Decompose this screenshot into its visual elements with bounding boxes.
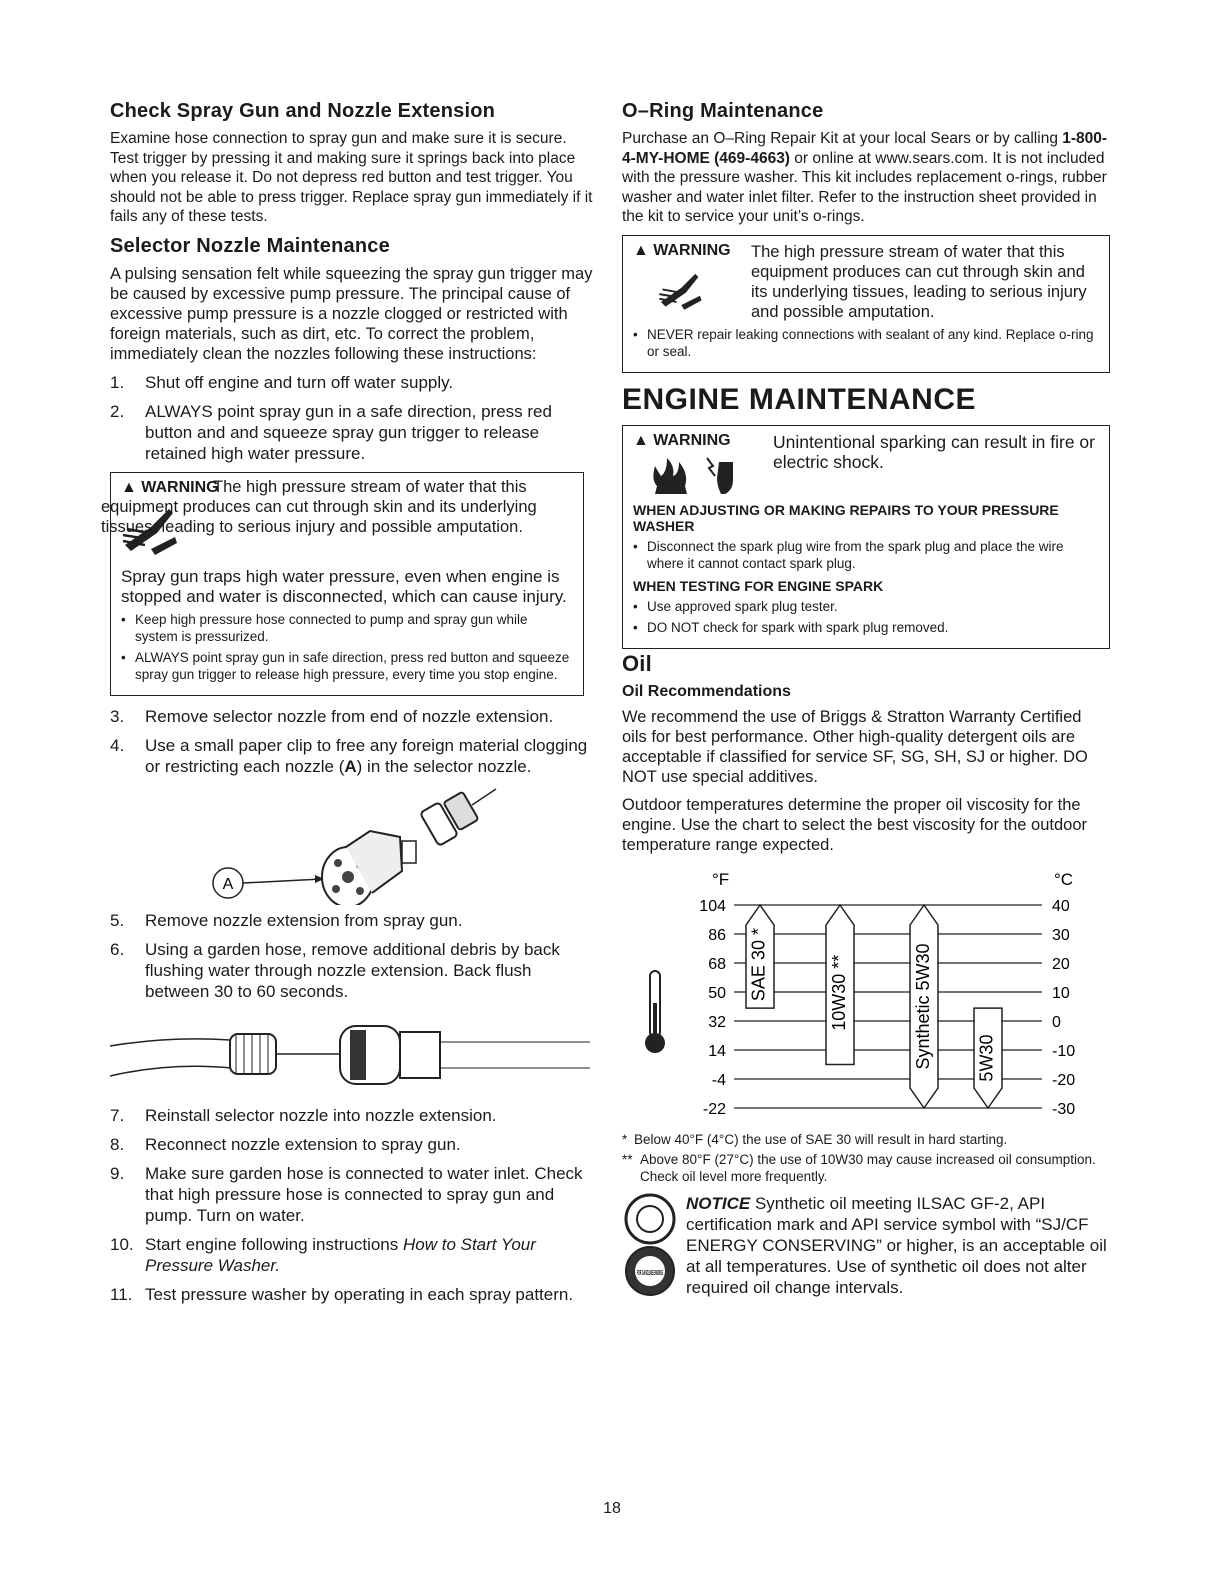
series-label: Synthetic 5W30: [912, 942, 933, 1070]
warning-text: Unintentional sparking can result in fire or electric shock.: [773, 431, 1095, 472]
tick-label-celsius: 30: [1052, 926, 1070, 944]
warning-subheading: WHEN ADJUSTING OR MAKING REPAIRS TO YOUR PRESSURE WASHER: [633, 501, 1059, 534]
steps-list-c: [110, 910, 596, 1002]
list-item: 8. Reconnect nozzle extension to spray gun.: [110, 1134, 461, 1154]
notice-block: [622, 1193, 1110, 1298]
warning-bullet: • ALWAYS point spray gun in safe direction, press red button and squeeze spray gun trigger to release high pressure, every time you stop engine.: [121, 649, 573, 683]
tick-label-celsius: -30: [1052, 1100, 1076, 1118]
right-column: [622, 100, 1110, 1298]
tick-label-celsius: -10: [1052, 1042, 1076, 1060]
oil-viscosity-text: Outdoor temperatures determine the proper oil viscosity for the engine. Use the chart to select the best viscosity for the outdoor temperature range expected.: [622, 795, 1088, 854]
selector-nozzle-text: A pulsing sensation felt while squeezing the spray gun trigger may be caused by excessive pump pressure. The principal cause of excessive pump pressure is a nozzle clogged or restricted with foreign materials, such as dirt, etc. To correct the problem, immediately clean the nozzles following these instructions:: [110, 264, 593, 363]
selector-nozzle-illustration: [110, 785, 596, 905]
spray-gun-warning-box: [101, 472, 584, 696]
page-number: 18: [603, 1500, 621, 1517]
tick-label-celsius: -20: [1052, 1071, 1076, 1089]
warning-bullet: • DO NOT check for spark with spark plug removed.: [633, 619, 1099, 636]
thermometer-icon: [645, 971, 665, 1053]
series-label: 10W30 **: [828, 954, 849, 1031]
fire-icon: [649, 456, 693, 496]
steps-list-a: [110, 372, 596, 464]
tick-label-celsius: 0: [1052, 1013, 1061, 1031]
left-column: [101, 100, 596, 1313]
tick-label-celsius: 20: [1052, 955, 1070, 973]
tick-label-fahrenheit: 14: [708, 1042, 726, 1060]
oil-heading: Oil: [622, 650, 652, 676]
check-spray-gun-heading: Check Spray Gun and Nozzle Extension: [110, 100, 496, 122]
oring-text: Purchase an O–Ring Repair Kit at your local Sears or by calling 1-800-4-MY-HOME (469-4663) or online at www.sears.com. It is not included with the pressure washer. This kit includes replacement o-rings, rubber washer and water inlet filter. Refer to the instruction sheet provided in the kit to service your unit’s o-rings.: [622, 130, 1108, 225]
viscosity-range-bar: [826, 905, 854, 1065]
list-item: 7. Reinstall selector nozzle into nozzle extension.: [110, 1105, 497, 1125]
hose-flush-illustration: [110, 1010, 596, 1100]
check-spray-gun-text: Examine hose connection to spray gun and make sure it is secure. Test trigger by pressing it and making sure it springs back into place when you release it. Do not depress red button and test trigger. You should not be able to press trigger. Replace spray gun immediately if it fails any of these tests.: [110, 130, 593, 225]
callout-label: A: [222, 875, 234, 893]
oil-recommendations-heading: Oil Recommendations: [622, 682, 791, 700]
high-pressure-injection-icon: [651, 266, 713, 316]
selector-nozzle-heading: Selector Nozzle Maintenance: [110, 234, 390, 257]
tick-label-fahrenheit: 86: [708, 926, 726, 944]
tick-label-celsius: 40: [1052, 897, 1070, 915]
oil-recommendation-text: We recommend the use of Briggs & Stratton Warranty Certified oils for best performance. Other high-quality detergent oils are acceptable if classified for service SF, SG, SH, SJ or higher. DO NOT use special additives.: [622, 707, 1088, 786]
list-item: 1. Shut off engine and turn off water supply.: [110, 372, 454, 392]
viscosity-range-bar: [910, 905, 938, 1108]
notice-text: Synthetic oil meeting ILSAC GF-2, API certification mark and API service symbol with “SJ/CF ENERGY CONSERVING” or higher, is an acceptable oil at all temperatures. Use of synthetic oil does not alter required oil change intervals.: [686, 1193, 1107, 1297]
list-item: 5. Remove nozzle extension from spray gun.: [110, 910, 463, 930]
list-item: 10. Start engine following instructions How to Start Your Pressure Washer.: [110, 1234, 536, 1275]
unit-celsius-label: °C: [1054, 869, 1074, 889]
engine-warning-box: [622, 425, 1110, 649]
unit-fahrenheit-label: °F: [712, 869, 730, 889]
warning-text: The high pressure stream of water that this equipment produces can cut through skin and its underlying tissues, leading to serious injury and possible amputation.: [751, 242, 1087, 321]
list-item: 2. ALWAYS point spray gun in a safe direction, press red button and and squeeze spray gun trigger to release retained high water pressure.: [110, 401, 552, 463]
footnote: * Below 40°F (4°C) the use of SAE 30 will result in hard starting.: [622, 1131, 1008, 1147]
warning-extra-text: Spray gun traps high water pressure, even when engine is stopped and water is disconnected, which can cause injury.: [121, 566, 567, 606]
electric-shock-icon: [703, 456, 737, 496]
oring-warning-box: [622, 235, 1110, 373]
tick-label-fahrenheit: -22: [702, 1100, 726, 1118]
tick-label-celsius: 10: [1052, 984, 1070, 1002]
series-label: 5W30: [976, 1034, 997, 1082]
notice-label: NOTICE: [686, 1193, 751, 1213]
tick-label-fahrenheit: -4: [711, 1071, 726, 1089]
api-service-symbol-icon: [622, 1193, 678, 1297]
list-item: 6. Using a garden hose, remove additional debris by back flushing water through nozzle extension. Back flush between 30 to 60 seconds.: [110, 939, 560, 1001]
list-item: 4. Use a small paper clip to free any foreign material clogging or restricting each nozzle (A) in the selector nozzle.: [110, 735, 588, 776]
steps-list-d: [110, 1105, 596, 1305]
tick-label-fahrenheit: 50: [708, 984, 726, 1002]
list-item: 11. Test pressure washer by operating in each spray pattern.: [110, 1284, 574, 1304]
tick-label-fahrenheit: 68: [708, 955, 726, 973]
warning-bullet: • NEVER repair leaking connections with sealant of any kind. Replace o-ring or seal.: [633, 326, 1099, 360]
steps-list-b: [110, 706, 596, 777]
oring-heading: O–Ring Maintenance: [622, 100, 824, 122]
warning-label: ▲ WARNING: [121, 478, 219, 496]
tick-label-fahrenheit: 104: [699, 897, 726, 915]
footnote: ** Above 80°F (27°C) the use of 10W30 may cause increased oil consumption. Check oil level more frequently.: [622, 1151, 1096, 1184]
warning-label: ▲ WARNING: [633, 431, 731, 449]
list-item: 3. Remove selector nozzle from end of nozzle extension.: [110, 706, 554, 726]
viscosity-range-bar: [746, 905, 774, 1008]
list-item: 9. Make sure garden hose is connected to water inlet. Check that high pressure hose is connected to spray gun and pump. Turn on water.: [110, 1163, 583, 1225]
warning-text: The high pressure stream of water that this equipment produces can cut through skin and its underlying tissues, leading to serious injury and possible amputation.: [101, 477, 537, 536]
warning-bullet: • Disconnect the spark plug wire from the spark plug and place the wire where it cannot contact spark plug.: [633, 538, 1099, 572]
warning-subheading: WHEN TESTING FOR ENGINE SPARK: [633, 577, 884, 594]
warning-label: ▲ WARNING: [633, 241, 731, 259]
viscosity-range-bar: [974, 1008, 1002, 1108]
series-label: SAE 30 *: [748, 927, 769, 1001]
tick-label-fahrenheit: 32: [708, 1013, 726, 1031]
warning-bullet: • Keep high pressure hose connected to pump and spray gun while system is pressurized.: [121, 611, 573, 645]
engine-maintenance-heading: ENGINE MAINTENANCE: [622, 382, 977, 416]
oil-viscosity-chart: [622, 863, 1110, 1123]
seal-text: FOR GASOLINE ENGINES: [637, 1269, 664, 1277]
warning-bullet: • Use approved spark plug tester.: [633, 598, 1099, 615]
